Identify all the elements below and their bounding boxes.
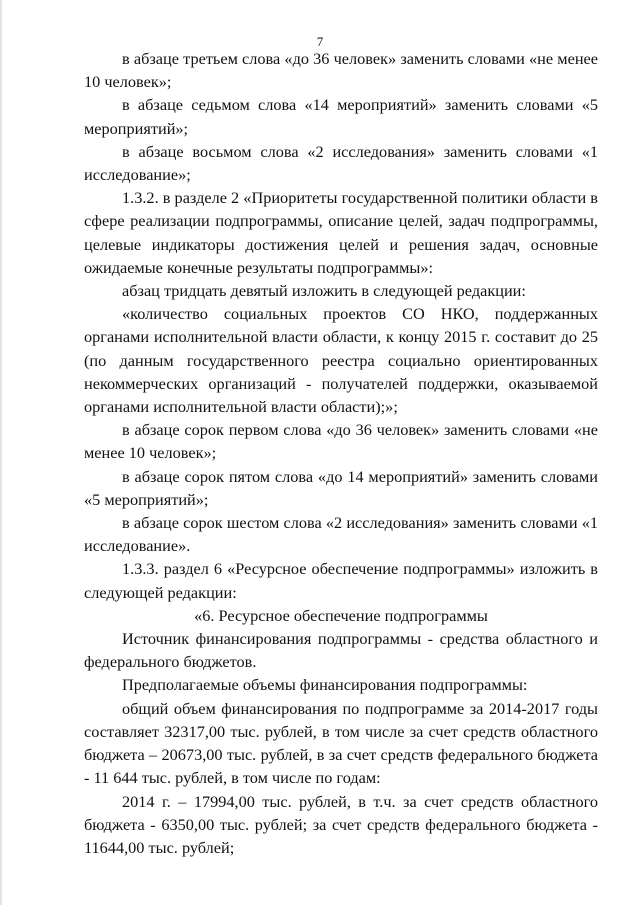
paragraph: 1.3.3. раздел 6 «Ресурсное обеспечение подпрограммы» изложить в следующей редакции: — [84, 559, 598, 602]
paragraph: в абзаце сорок пятом слова «до 14 мероприятий» заменить словами «5 мероприятий»; — [84, 466, 598, 509]
paragraph: в абзаце седьмом слова «14 мероприятий» заменить словами «5 мероприятий»; — [84, 95, 598, 138]
page-number: 7 — [316, 34, 324, 49]
paragraph: 2014 г. – 17994,00 тыс. рублей, в т.ч. за счет средств областного бюджета - 6350,00 тыс. рублей; за счет средств федерального бюджета - 11644,00 тыс. рублей; — [84, 791, 598, 857]
paragraph: Предполагаемые объемы финансирования подпрограммы: — [122, 675, 528, 695]
paragraph: «количество социальных проектов СО НКО, поддержанных органами исполнительной власти области, к концу 2015 г. составит до 25 (по данным государственного реестра социально ориентированных некоммерческих организаций - получателей поддержки, оказываемой органами исполнительной власти области);»; — [84, 304, 598, 417]
paragraph: 1.3.2. в разделе 2 «Приоритеты государственной политики области в сфере реализации подпрограммы, описание целей, задач подпрограммы, целевые индикаторы достижения целей и решения задач, основные ожидаемые конечные результаты подпрограммы»: — [84, 188, 598, 277]
paragraph: в абзаце третьем слова «до 36 человек» заменить словами «не менее 10 человек»; — [84, 49, 598, 92]
paragraph: общий объем финансирования по подпрограмме за 2014-2017 годы составляет 32317,00 тыс. рублей, в том числе за счет средств областного бюджета – 20673,00 тыс. рублей, в за счет средств федерального бюджета - 11 644 тыс. рублей, в том числе по годам: — [84, 698, 598, 788]
scan-edge — [0, 0, 3, 905]
paragraph: в абзаце сорок первом слова «до 36 человек» заменить словами «не менее 10 человек»; — [84, 420, 598, 463]
paragraph: в абзаце восьмом слова «2 исследования» заменить словами «1 исследование»; — [84, 141, 598, 185]
paragraph: в абзаце сорок шестом слова «2 исследования» заменить словами «1 исследование». — [84, 513, 598, 556]
paragraph: абзац тридцать девятый изложить в следующей редакции: — [122, 281, 526, 301]
paragraph: Источник финансирования подпрограммы - средства областного и федерального бюджетов. — [84, 629, 598, 672]
section-heading: «6. Ресурсное обеспечение подпрограммы — [194, 605, 488, 625]
document-body — [84, 47, 598, 859]
